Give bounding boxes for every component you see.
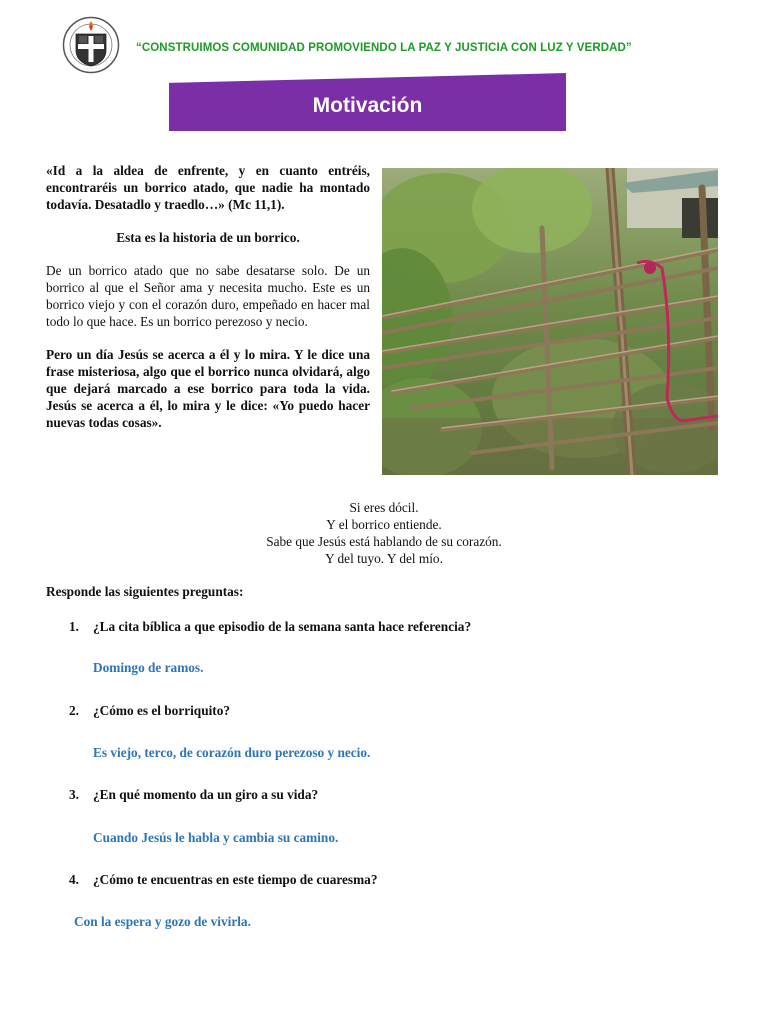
question-answer: Es viejo, terco, de corazón duro perezoso y necio.	[93, 745, 371, 760]
question-number: 1.	[69, 619, 79, 634]
question-number: 2.	[69, 703, 79, 718]
poem	[0, 499, 768, 567]
story-heading: Esta es la historia de un borrico.	[116, 230, 300, 245]
school-motto: “CONSTRUIMOS COMUNIDAD PROMOVIENDO LA PAZ Y JUSTICIA CON LUZ Y VERDAD”	[136, 42, 632, 54]
question-answer: Domingo de ramos.	[93, 660, 204, 675]
question-text: ¿En qué momento da un giro a su vida?	[93, 787, 319, 802]
question-answer: Cuando Jesús le habla y cambia su camino.	[93, 830, 339, 845]
story-column	[46, 162, 370, 447]
page-title: Motivación	[312, 94, 423, 117]
question-number: 3.	[69, 787, 79, 802]
question-text: ¿Cómo es el borriquito?	[93, 703, 231, 718]
story-paragraph-1: De un borrico atado que no sabe desatarse solo. De un borrico al que el Señor ama y necesita mucho. Este es un borrico viejo y con el corazón duro, empeñado en hacer mal todo lo que hace. Es un borrico perezoso y necio.	[46, 263, 370, 329]
svg-text:· · · · · · · ·: · · · · · · · ·	[82, 67, 100, 71]
poem-line: Y el borrico entiende.	[326, 517, 442, 532]
question-text: ¿La cita bíblica a que episodio de la semana santa hace referencia?	[93, 619, 472, 634]
questions-title: Responde las siguientes preguntas:	[46, 584, 244, 599]
school-crest-icon	[62, 16, 120, 74]
story-paragraph-2: Pero un día Jesús se acerca a él y lo mira. Y le dice una frase misteriosa, algo que el borrico nunca olvidará, algo que dejará marcado a ese borrico para toda la vida. Jesús se acerca a él, lo mira y le dice: «Yo puedo hacer nuevas todas cosas».	[46, 347, 370, 430]
poem-line: Sabe que Jesús está hablando de su corazón.	[266, 534, 502, 549]
poem-line: Y del tuyo. Y del mío.	[325, 551, 443, 566]
question-text: ¿Cómo te encuentras en este tiempo de cuaresma?	[93, 872, 378, 887]
poem-line: Si eres dócil.	[349, 500, 419, 515]
wooden-fence-with-rope-photo	[382, 168, 718, 475]
bible-quote: «Id a la aldea de enfrente, y en cuanto entréis, encontraréis un borrico atado, que nadie ha montado todavía. Desatadlo y traedlo…» (Mc 11,1).	[46, 163, 370, 212]
question-answer: Con la espera y gozo de vivirla.	[74, 914, 251, 929]
question-number: 4.	[69, 872, 79, 887]
